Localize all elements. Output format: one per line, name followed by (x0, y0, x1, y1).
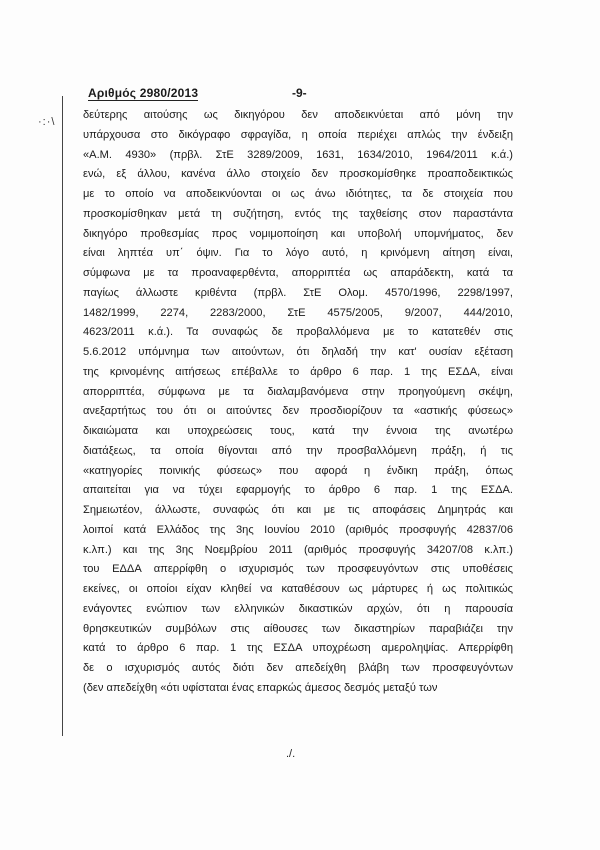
text-line: ενάγοντες ενώπιον των ελληνικών δικαστικών αρχών, ότι η παρουσία (83, 602, 513, 615)
text-line: υπάρχουσα στο δικόγραφο σφραγίδα, η οποία περιέχει απλώς την ένδειξη (83, 128, 513, 141)
text-line: ανεξαρτήτως του ότι οι αιτούντες δεν προσδιορίζουν τα «αστικής φύσεως» (83, 405, 513, 418)
text-line: ενώ, εξ άλλου, κανένα άλλο στοιχείο δεν προσκομίσθηκε προαποδεικτικώς (83, 168, 513, 181)
decision-number: Αριθμός 2980/2013 (88, 86, 199, 100)
text-line: κατά το άρθρο 6 παρ. 1 της ΕΣΔΑ υποχρέωση αμεροληψίας. Απερρίφθη (83, 642, 513, 655)
text-line: 1482/1999, 2274, 2283/2000, ΣτΕ 4575/2005, 9/2007, 444/2010, (83, 306, 513, 319)
text-line: Σημειωτέον, άλλωστε, συναφώς ότι και με τις αποφάσεις Δημητράς και (83, 504, 513, 516)
text-line: απορριπτέα, σύμφωνα με τα διαλαμβανόμενα στην προηγούμενη σκέψη, (83, 385, 513, 398)
text-line: «κατηγορίες ποινικής φύσεως» που αφορά η ένδικη πράξη, όπως (83, 464, 513, 477)
text-line: δε ο ισχυρισμός αυτός διότι δεν απεδείχθη βλάβη των προσφευγόντων (83, 662, 513, 674)
body-text (83, 106, 513, 699)
text-line: δικαιώματα και υποχρεώσεις τους, κατά την έννοια της ανωτέρω (83, 425, 513, 437)
text-line: του ΕΔΔΑ απερρίφθη ο ισχυρισμός των προσφευγόντων στις υποθέσεις (83, 563, 513, 576)
text-line: με το οποίο να αποδεικνύονται οι ως άνω ιδιότητες, τα δε στοιχεία που (83, 188, 513, 200)
text-line: διατάξεως, τα οποία θίγονται από την προσβαλλόμενη πράξη, ή τις (83, 444, 513, 457)
text-line: λοιποί κατά Ελλάδος της 3ης Ιουνίου 2010 (αριθμός προσφυγής 42837/06 (83, 523, 513, 536)
text-line: 4623/2011 κ.ά.). Τα συναφώς δε προβαλλόμενα με το κατατεθέν στις (83, 326, 513, 339)
decision-number-header (88, 86, 198, 101)
text-line: 5.6.2012 υπόμνημα των αιτούντων, ότι δηλαδή την κατ' ουσίαν εξέταση (83, 346, 513, 358)
text-line: παγίως άλλωστε κριθέντα (πρβλ. ΣτΕ Ολομ. 4570/1996, 2298/1997, (83, 286, 513, 299)
text-line: είναι ληπτέα υπ΄ όψιν. Για το λόγο αυτό, η κρινόμενη αίτηση είναι, (83, 247, 513, 260)
text-line: (δεν απεδείχθη «ότι υφίσταται ένας επαρκώς άμεσος δεσμός μεταξύ των (83, 681, 438, 694)
text-line: προσκομίσθηκαν μετά τη συζήτηση, εντός της ταχθείσης στον παραστάντα (83, 207, 513, 220)
text-line: θρησκευτικών συμβόλων στις αίθουσες των δικαστηρίων παραβιάζει την (83, 622, 513, 635)
text-line: δικηγόρο προθεσμίας προς νομιμοποίηση και υποβολή υπομνήματος, δεν (83, 227, 513, 240)
continuation-mark: ./. (286, 748, 296, 760)
margin-rule (62, 96, 63, 736)
text-line: δεύτερης αιτούσης ως δικηγόρου δεν αποδεικνύεται από μόνη την (83, 109, 513, 121)
margin-marks: ·:·\ (38, 116, 56, 128)
text-line: απαιτείται για να τύχει εφαρμογής το άρθρο 6 παρ. 1 της ΕΣΔΑ. (83, 484, 513, 497)
text-line: εκείνες, οι οποίοι είχαν κληθεί να καταθέσουν ως μάρτυρες ή ως πολιτικώς (83, 583, 513, 595)
page-number: -9- (292, 86, 307, 100)
text-line: της κρινομένης αιτήσεως επέβαλλε το άρθρο 6 παρ. 1 της ΕΣΔΑ, είναι (83, 365, 513, 378)
text-line: κ.λπ.) και της 3ης Νοεμβρίου 2011 (αριθμός προσφυγής 34207/08 κ.λπ.) (83, 543, 513, 556)
text-line: «Α.Μ. 4930» (πρβλ. ΣτΕ 3289/2009, 1631, 1634/2010, 1964/2011 κ.ά.) (83, 148, 513, 161)
text-line: σύμφωνα με τα προαναφερθέντα, απορριπτέα ως απαράδεκτη, κατά τα (83, 267, 513, 279)
